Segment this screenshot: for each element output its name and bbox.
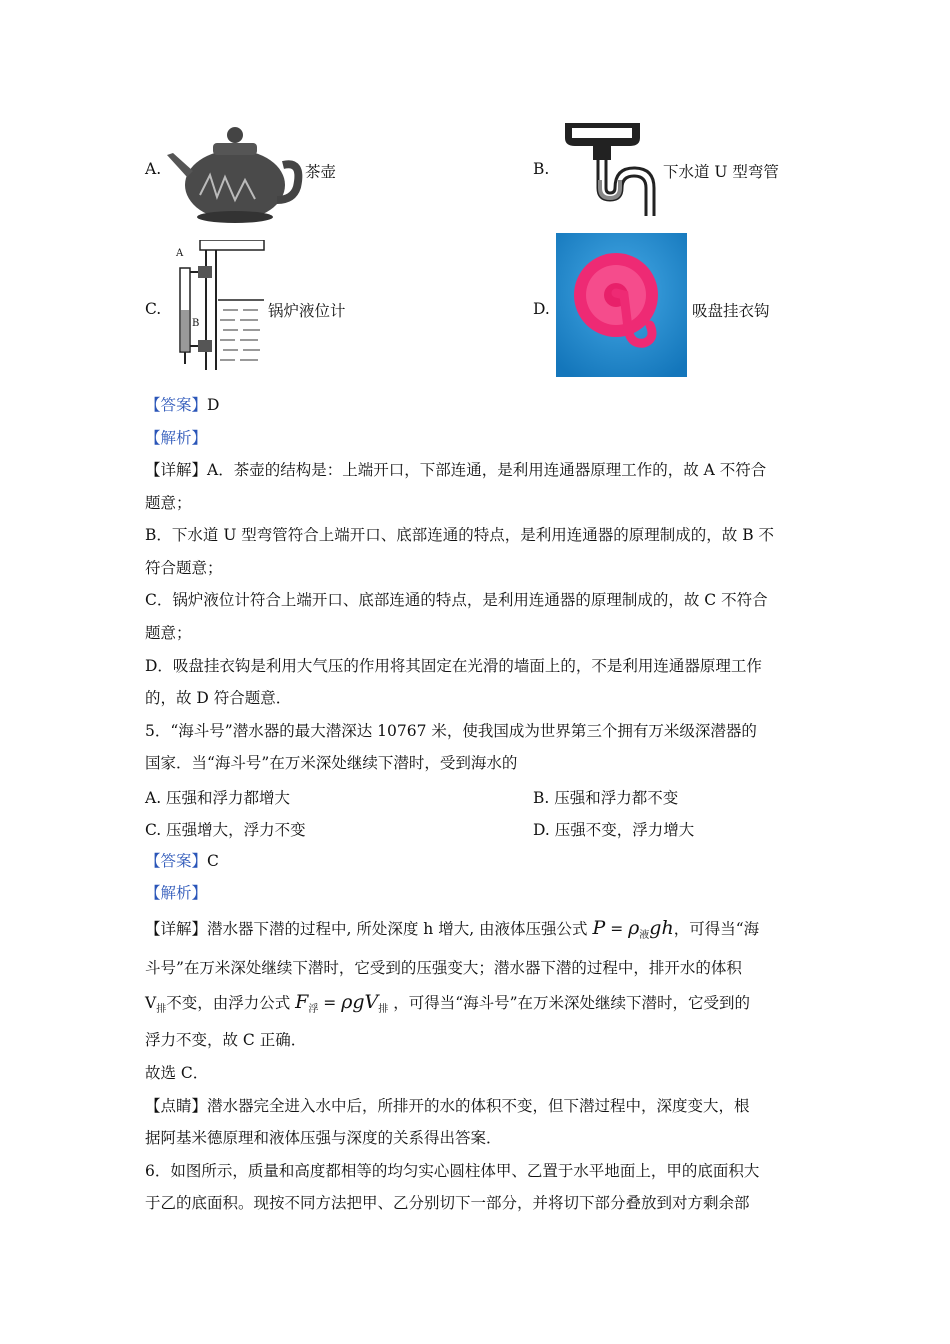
q5-option-b: B. 压强和浮力都不变	[533, 789, 679, 807]
q5-detail-line-4: 浮力不变，故 C 正确．	[145, 1031, 307, 1049]
q4-detail-line-6: 题意；	[145, 624, 192, 642]
boiler-gauge-diagram	[168, 240, 266, 374]
q5-detail-line-2: 斗号”在万米深处继续下潜时，它受到的压强变大；潜水器下潜的过程中，排开水的体积	[145, 959, 742, 977]
q6-stem-line-2: 于乙的底面积。现按不同方法把甲、乙分别切下一部分，并将切下部分叠放到对方剩余部	[145, 1194, 750, 1212]
q5-option-c: C. 压强增大，浮力不变	[145, 821, 306, 839]
q4-detail-line-5: C．锅炉液位计符合上端开口、底部连通的特点，是利用连通器的原理制成的，故 C 不符合	[145, 591, 768, 609]
option-a-label: 茶壶	[305, 163, 337, 181]
option-c-letter: C.	[145, 300, 162, 318]
teapot-image	[165, 115, 305, 225]
q5-answer-line	[145, 851, 219, 871]
buoyancy-formula: $F_浮 = \rho gV_排$	[295, 991, 389, 1016]
answer-value: D	[207, 396, 220, 414]
q5-option-a: A. 压强和浮力都增大	[145, 789, 291, 807]
q5-analysis-tag: 【解析】	[145, 884, 208, 902]
q5-stem-line-1: 5．“海斗号”潜水器的最大潜深达 10767 米，使我国成为世界第三个拥有万米级深潜器的	[145, 722, 757, 740]
q5-detail-line-3: $V_排$不变，由浮力公式 $F_浮 = \rho gV_排$ ，可得当“海斗号”在万米深处继续下潜时，它受到的	[145, 991, 751, 1016]
q4-analysis-tag: 【解析】	[145, 429, 208, 447]
option-b-label: 下水道 U 型弯管	[663, 163, 779, 181]
q5-comment-line-2: 据阿基米德原理和液体压强与深度的关系得出答案．	[145, 1129, 502, 1147]
option-d-letter: D.	[533, 300, 550, 318]
q6-stem-line-1: 6．如图所示，质量和高度都相等的均匀实心圆柱体甲、乙置于水平地面上，甲的底面积大	[145, 1162, 760, 1180]
option-c-label: 锅炉液位计	[268, 302, 346, 320]
q4-answer-line	[145, 395, 219, 415]
option-a-letter: A.	[145, 160, 162, 178]
q4-detail-line-7: D．吸盘挂衣钩是利用大气压的作用将其固定在光滑的墙面上的，不是利用连通器原理工作	[145, 657, 762, 675]
answer-tag: 【答案】	[145, 852, 208, 870]
q5-detail-line-1: 【详解】潜水器下潜的过程中, 所处深度 h 增大, 由液体压强公式 $P = \rho_液gh$，可得当“海	[145, 917, 760, 942]
diagram-mark-b: B	[192, 318, 200, 329]
q5-comment-line-1: 【点睛】潜水器完全进入水中后，所排开的水的体积不变，但下潜过程中，深度变大，根	[145, 1097, 750, 1115]
q4-detail-line-3: B．下水道 U 型弯管符合上端开口、底部连通的特点，是利用连通器的原理制成的，故 B 不	[145, 526, 775, 544]
q4-detail-line-4: 符合题意；	[145, 559, 223, 577]
option-b-letter: B.	[533, 160, 550, 178]
answer-tag: 【答案】	[145, 396, 208, 414]
suction-hook-image	[556, 233, 687, 377]
q4-detail-line-8: 的，故 D 符合题意．	[145, 689, 292, 707]
q5-stem-line-2: 国家．当“海斗号”在万米深处继续下潜时，受到海水的	[145, 754, 518, 772]
answer-value: C	[207, 852, 219, 870]
diagram-mark-a: A	[176, 248, 184, 259]
q5-detail-line-5: 故选 C．	[145, 1064, 209, 1082]
q5-option-d: D. 压强不变，浮力增大	[533, 821, 695, 839]
pressure-formula: $P = \rho_液gh$	[592, 917, 674, 942]
q4-detail-line-2: 题意；	[145, 494, 192, 512]
option-d-label: 吸盘挂衣钩	[692, 302, 770, 320]
u-bend-pipe-image	[560, 118, 660, 218]
q4-detail-line-1: 【详解】A．茶壶的结构是：上端开口，下部连通，是利用连通器原理工作的，故 A 不符合	[145, 461, 767, 479]
